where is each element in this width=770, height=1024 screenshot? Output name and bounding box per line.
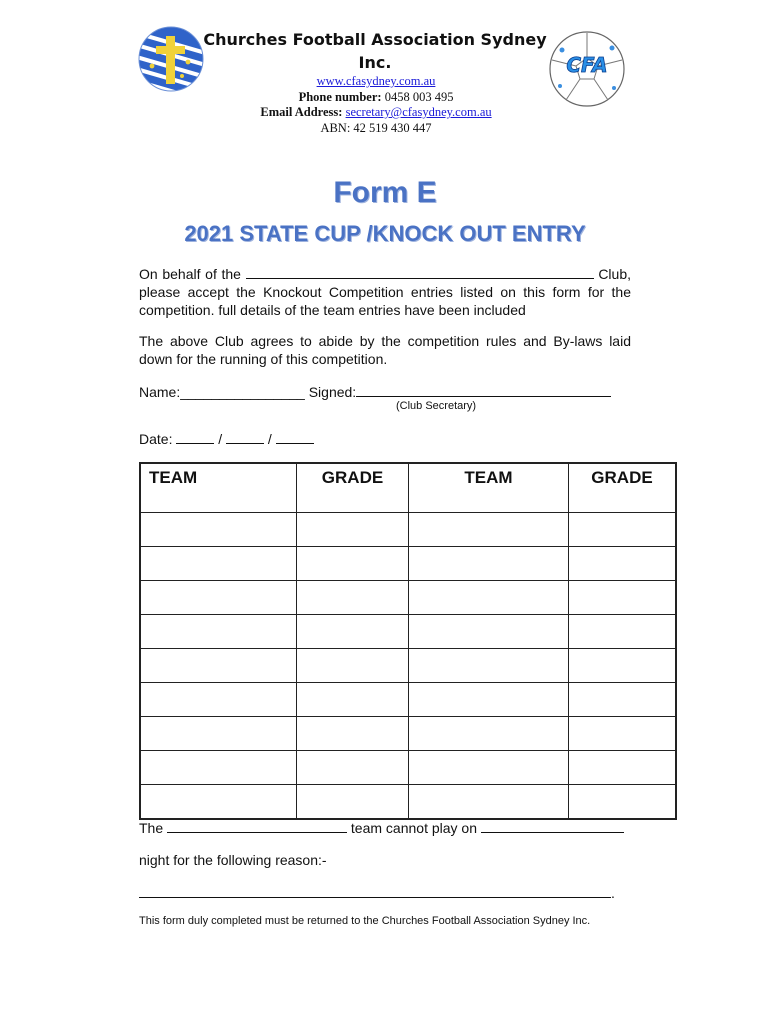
col-grade-1: GRADE (297, 463, 409, 513)
table-row (140, 751, 676, 785)
org-name: Churches Football Association Sydney Inc. (203, 30, 547, 72)
grade-cell[interactable] (569, 751, 677, 785)
team-cell[interactable] (409, 785, 569, 820)
team-cell[interactable] (409, 717, 569, 751)
the-label: The (139, 820, 164, 836)
date-day-blank[interactable] (176, 429, 214, 444)
cfa-logo-text: CFA (566, 53, 608, 77)
team-cell[interactable] (140, 751, 297, 785)
cfa-crest-logo (138, 26, 204, 92)
email-link[interactable]: secretary@cfasydney.com.au (345, 105, 492, 119)
club-entry-paragraph (139, 264, 631, 319)
grade-cell[interactable] (569, 581, 677, 615)
table-row (140, 547, 676, 581)
date-sep-2: / (267, 431, 272, 447)
signed-label: Signed: (308, 384, 357, 400)
phone-label: Phone number: (298, 89, 382, 104)
cannot-play-row (139, 818, 624, 836)
team-cell[interactable] (140, 513, 297, 547)
cannot-play-label: team cannot play on (350, 820, 477, 836)
para1-pre: On behalf of the (139, 266, 241, 282)
team-cell[interactable] (409, 547, 569, 581)
col-grade-2: GRADE (569, 463, 677, 513)
team-cell[interactable] (409, 615, 569, 649)
grade-cell[interactable] (569, 513, 677, 547)
grade-cell[interactable] (297, 649, 409, 683)
team-cell[interactable] (140, 649, 297, 683)
team-cell[interactable] (140, 683, 297, 717)
website-link[interactable]: www.cfasydney.com.au (316, 74, 436, 88)
grade-cell[interactable] (569, 649, 677, 683)
grade-cell[interactable] (297, 751, 409, 785)
team-cell[interactable] (409, 513, 569, 547)
grade-cell[interactable] (569, 615, 677, 649)
team-cell[interactable] (140, 785, 297, 820)
team-cell[interactable] (140, 581, 297, 615)
grade-cell[interactable] (297, 513, 409, 547)
table-row (140, 581, 676, 615)
col-team-2: TEAM (409, 463, 569, 513)
team-cell[interactable] (409, 683, 569, 717)
grade-cell[interactable] (297, 615, 409, 649)
date-sep-1: / (218, 431, 223, 447)
cfa-ball-logo (548, 30, 626, 108)
form-subtitle: 2021 STATE CUP /KNOCK OUT ENTRY (184, 221, 586, 246)
grade-cell[interactable] (569, 683, 677, 717)
day-blank[interactable] (481, 818, 624, 833)
grade-cell[interactable] (297, 547, 409, 581)
grade-cell[interactable] (569, 717, 677, 751)
team-cell[interactable] (140, 547, 297, 581)
table-row (140, 513, 676, 547)
team-entry-table (139, 462, 677, 820)
date-year-blank[interactable] (276, 429, 314, 444)
team-cell[interactable] (409, 649, 569, 683)
table-row (140, 785, 676, 820)
table-header-row (140, 463, 676, 513)
form-title: Form E (333, 176, 437, 209)
grade-cell[interactable] (297, 717, 409, 751)
phone-number: 0458 003 495 (384, 89, 454, 104)
table-row (140, 717, 676, 751)
agreement-paragraph: The above Club agrees to abide by the competition rules and By-laws laid down for the running of this competition. (139, 333, 631, 367)
grade-cell[interactable] (297, 683, 409, 717)
reason-row (139, 883, 615, 901)
table-row (140, 615, 676, 649)
contact-block (200, 74, 552, 136)
table-row (140, 683, 676, 717)
signature-blank[interactable] (356, 382, 611, 397)
team-cell[interactable] (140, 717, 297, 751)
name-signed-row (139, 382, 611, 400)
team-cell[interactable] (409, 751, 569, 785)
name-label[interactable]: Name:________________ (139, 384, 305, 400)
date-row (139, 429, 314, 447)
footer-note: This form duly completed must be returned to the Churches Football Association Sydney Inc. (139, 915, 591, 927)
night-reason-label: night for the following reason:- (139, 852, 327, 868)
reason-blank[interactable] (139, 883, 611, 898)
grade-cell[interactable] (297, 581, 409, 615)
team-cell[interactable] (409, 581, 569, 615)
club-name-blank[interactable] (246, 264, 594, 279)
table-row (140, 649, 676, 683)
team-cell[interactable] (140, 615, 297, 649)
club-secretary-label: (Club Secretary) (396, 400, 477, 412)
para1-rest: please accept the Knockout Competition entries listed on this form for the competition. full details of the team entries have been included (139, 284, 631, 318)
para1-post: Club, (598, 266, 631, 282)
date-label: Date: (139, 431, 173, 447)
grade-cell[interactable] (297, 785, 409, 820)
grade-cell[interactable] (569, 547, 677, 581)
date-month-blank[interactable] (226, 429, 264, 444)
grade-cell[interactable] (569, 785, 677, 820)
reason-period: . (611, 885, 615, 901)
team-name-blank[interactable] (167, 818, 347, 833)
abn: ABN: 42 519 430 447 (320, 120, 432, 135)
col-team-1: TEAM (140, 463, 297, 513)
email-label: Email Address: (260, 105, 343, 119)
